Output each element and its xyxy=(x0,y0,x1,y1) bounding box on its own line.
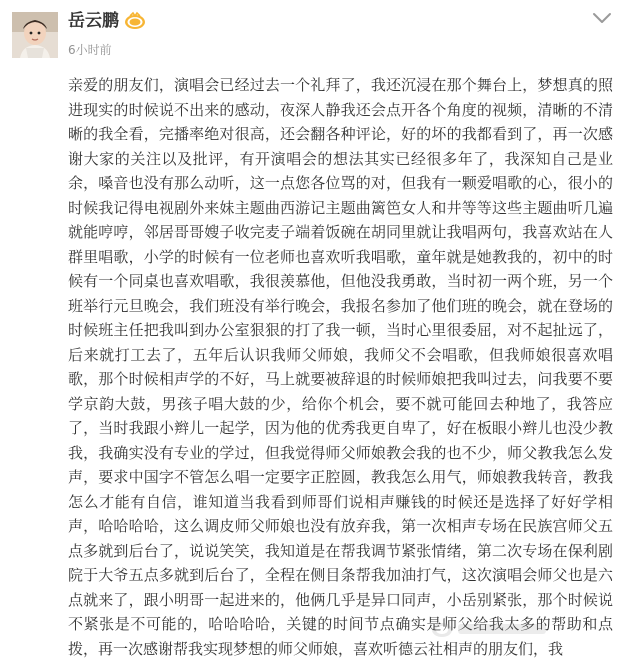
author-name[interactable]: 岳云鹏 xyxy=(68,11,119,31)
post-text: 亲爱的朋友们，演唱会已经过去一个礼拜了，我还沉浸在那个舞台上，梦想真的照进现实的时候说不出来的感动，夜深人静我还会点开各个角度的视频，清晰的不清晰的我全看，完播率绝对很高，还会翻各种评论，好的坏的我都看到了，再一次感谢大家的关注以及批评，有开演唱会的想法其实已经很多年了，我深知自己是业余，嗓音也没有那么动听，这一点您各位骂的对，但我有一颗爱唱歌的心，很小的时候我记得电视剧外来妹主题曲西游记主题曲篱笆女人和井等等这些主题曲听几遍就能哼哼，邻居哥哥嫂子收完麦子端着饭碗在胡同里就让我唱两句，我喜欢站在人群里唱歌，小学的时候有一位老师也喜欢听我唱歌，童年就是她教我的，初中的时候有一个同桌也喜欢唱歌，我很羡慕他，但他没我勇敢，当时初一两个班，另一个班举行元旦晚会，我们班没有举行晚会，我报名参加了他们班的晚会，就在登场的时候班主任把我叫到办公室狠狠的打了我一顿，当时心里很委屈，对不起扯远了，后来就打工去了，五年后认识我师父师娘，我师父不会唱歌，但我师娘很喜欢唱歌，那个时候相声学的不好，马上就要被辞退的时候师娘把我叫过去，问我要不要学京韵大鼓，男孩子唱大鼓的少，给你个机会，要不就可能回去种地了，我答应了，当时我跟小辫儿一起学，因为他的优秀我更自卑了，好在板眼小辫儿也没少教我，我确实没有专业的学过，但我觉得师父师娘教会我的也不少，师父教我怎么发声，要求中国字不管怎么唱一定要字正腔圆，教我怎么用气，师娘教我转音，教我怎么才能有自信，谁知道当我看到师哥们说相声赚钱的时候还是选择了好好学相声，哈哈哈哈，这么调皮师父师娘也没有放弃我，第一次相声专场在民族宫师父五点多就到后台了，说说笑笑，我知道是在帮我调节紧张情绪，第二次专场在保利剧院于大爷五点多就到后台了，全程在侧目条帮我加油打气，这次演唱会师父也是六点就来了，跟小明哥一起进来的，他俩几乎是异口同声，小岳别紧张，那个时候说不紧张是不可能的，哈哈哈哈，关键的时间节点确实是师父给我太多的帮助和点拨，再一次感谢帮我实现梦想的师父师娘，喜欢听德云社相声的朋友们，我 xyxy=(68,76,613,658)
post-header xyxy=(0,0,624,66)
weibo-watermark xyxy=(430,618,550,640)
post-time: 6小时前 xyxy=(68,43,112,57)
verified-badge-icon xyxy=(124,12,146,30)
more-options-button[interactable] xyxy=(590,10,614,24)
avatar-photo xyxy=(12,12,58,58)
chevron-down-icon xyxy=(590,11,614,25)
avatar[interactable] xyxy=(12,12,58,58)
